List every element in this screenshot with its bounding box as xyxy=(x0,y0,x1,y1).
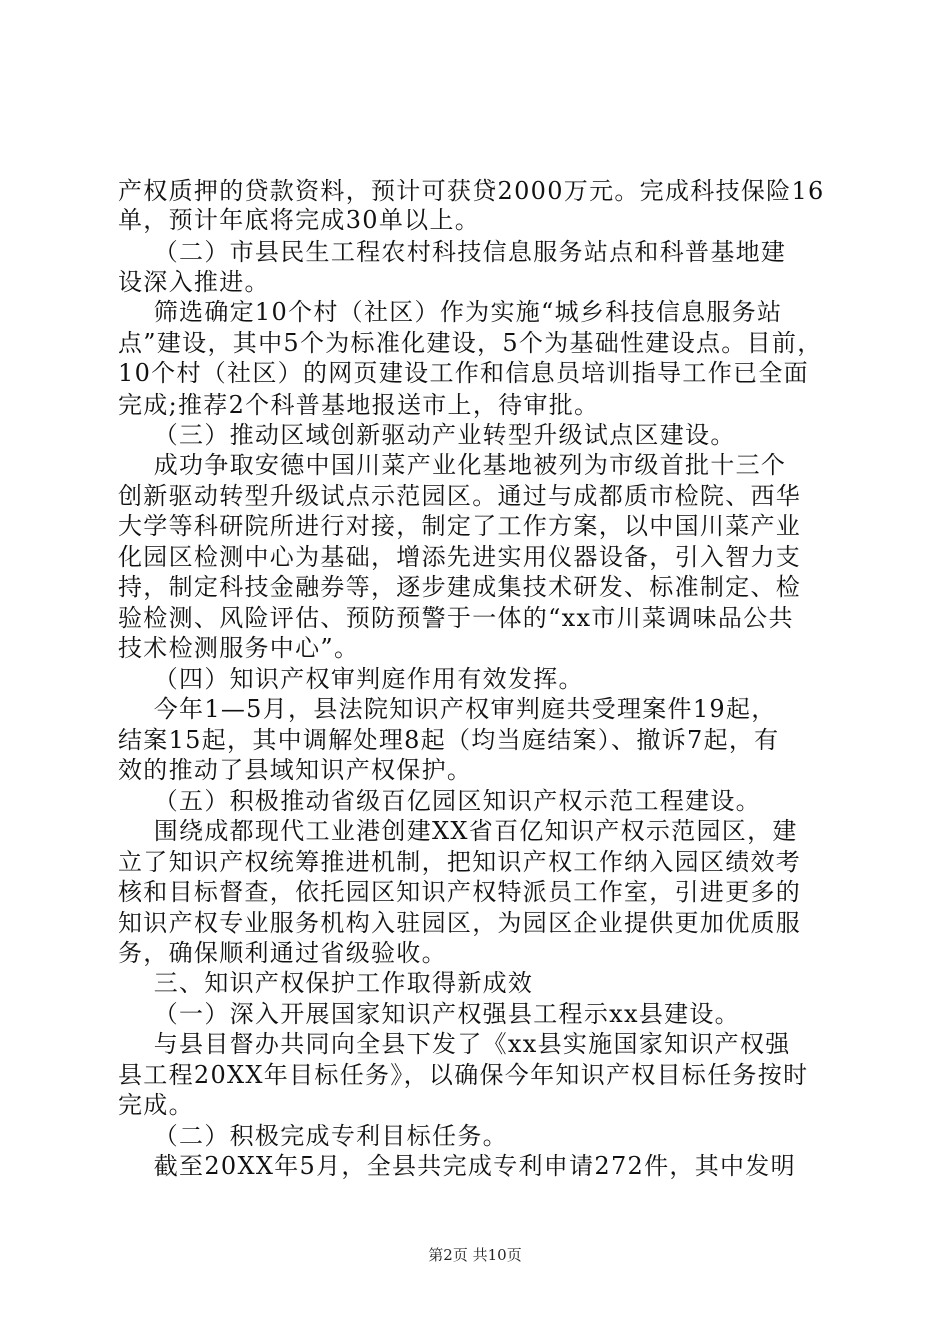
text-line: 筛选确定10个村（社区）作为实施“城乡科技信息服务站 xyxy=(118,298,783,326)
text-line: 点”建设，其中5个为标准化建设，5个为基础性建设点。目前， xyxy=(118,329,823,357)
text-line: 创新驱动转型升级试点示范园区。通过与成都质市检院、西华 xyxy=(118,482,802,510)
section-heading: 三、知识产权保护工作取得新成效 xyxy=(118,969,534,997)
text-line: 截至20XX年5月，全县共完成专利申请272件，其中发明 xyxy=(118,1152,796,1180)
text-line: 化园区检测中心为基础，增添先进实用仪器设备，引入智力支 xyxy=(118,543,802,571)
text-line: 效的推动了县域知识产权保护。 xyxy=(118,756,473,784)
text-line: 今年1—5月，县法院知识产权审判庭共受理案件19起， xyxy=(118,695,777,723)
text-line: 知识产权专业服务机构入驻园区，为园区企业提供更加优质服 xyxy=(118,909,802,937)
section-heading: （五）积极推动省级百亿园区知识产权示范工程建设。 xyxy=(118,787,761,815)
text-line: 技术检测服务中心”。 xyxy=(118,634,360,662)
text-line: 与县目督办共同向全县下发了《xx县实施国家知识产权强 xyxy=(118,1030,791,1058)
section-heading: （二）市县民生工程农村科技信息服务站点和科普基地建 xyxy=(118,238,787,266)
text-line: 完成。 xyxy=(118,1091,194,1119)
text-line: 核和目标督查，依托园区知识产权特派员工作室，引进更多的 xyxy=(118,878,802,906)
text-line: 10个村（社区）的网页建设工作和信息员培训指导工作已全面 xyxy=(118,359,809,387)
text-line: 县工程20XX年目标任务》，以确保今年知识产权目标任务按时 xyxy=(118,1061,809,1089)
text-line: 立了知识产权统筹推进机制，把知识产权工作纳入园区绩效考 xyxy=(118,848,802,876)
text-line: 完成;推荐2个科普基地报送市上，待审批。 xyxy=(118,391,600,419)
text-line: 设深入推进。 xyxy=(118,268,270,296)
text-line: 大学等科研院所进行对接，制定了工作方案，以中国川菜产业 xyxy=(118,512,802,540)
text-line: 产权质押的贷款资料，预计可获贷2000万元。完成科技保险16 xyxy=(118,177,825,205)
section-heading: （二）积极完成专利目标任务。 xyxy=(118,1122,508,1150)
text-line: 围绕成都现代工业港创建XX省百亿知识产权示范园区，建 xyxy=(118,817,798,845)
text-line: 成功争取安德中国川菜产业化基地被列为市级首批十三个 xyxy=(118,451,787,479)
section-heading: （一）深入开展国家知识产权强县工程示xx县建设。 xyxy=(118,1000,740,1028)
text-line: 结案15起，其中调解处理8起（均当庭结案）、撤诉7起，有 xyxy=(118,726,780,754)
text-line: 单，预计年底将完成30单以上。 xyxy=(118,206,481,234)
page-number-footer: 第2页 共10页 xyxy=(428,1246,522,1264)
text-line: 务，确保顺利通过省级验收。 xyxy=(118,939,447,967)
text-line: 持，制定科技金融券等，逐步建成集技术研发、标准制定、检 xyxy=(118,573,802,601)
section-heading: （三）推动区域创新驱动产业转型升级试点区建设。 xyxy=(118,421,736,449)
text-line: 验检测、风险评估、预防预警于一体的“xx市川菜调味品公共 xyxy=(118,604,794,632)
section-heading: （四）知识产权审判庭作用有效发挥。 xyxy=(118,665,584,693)
